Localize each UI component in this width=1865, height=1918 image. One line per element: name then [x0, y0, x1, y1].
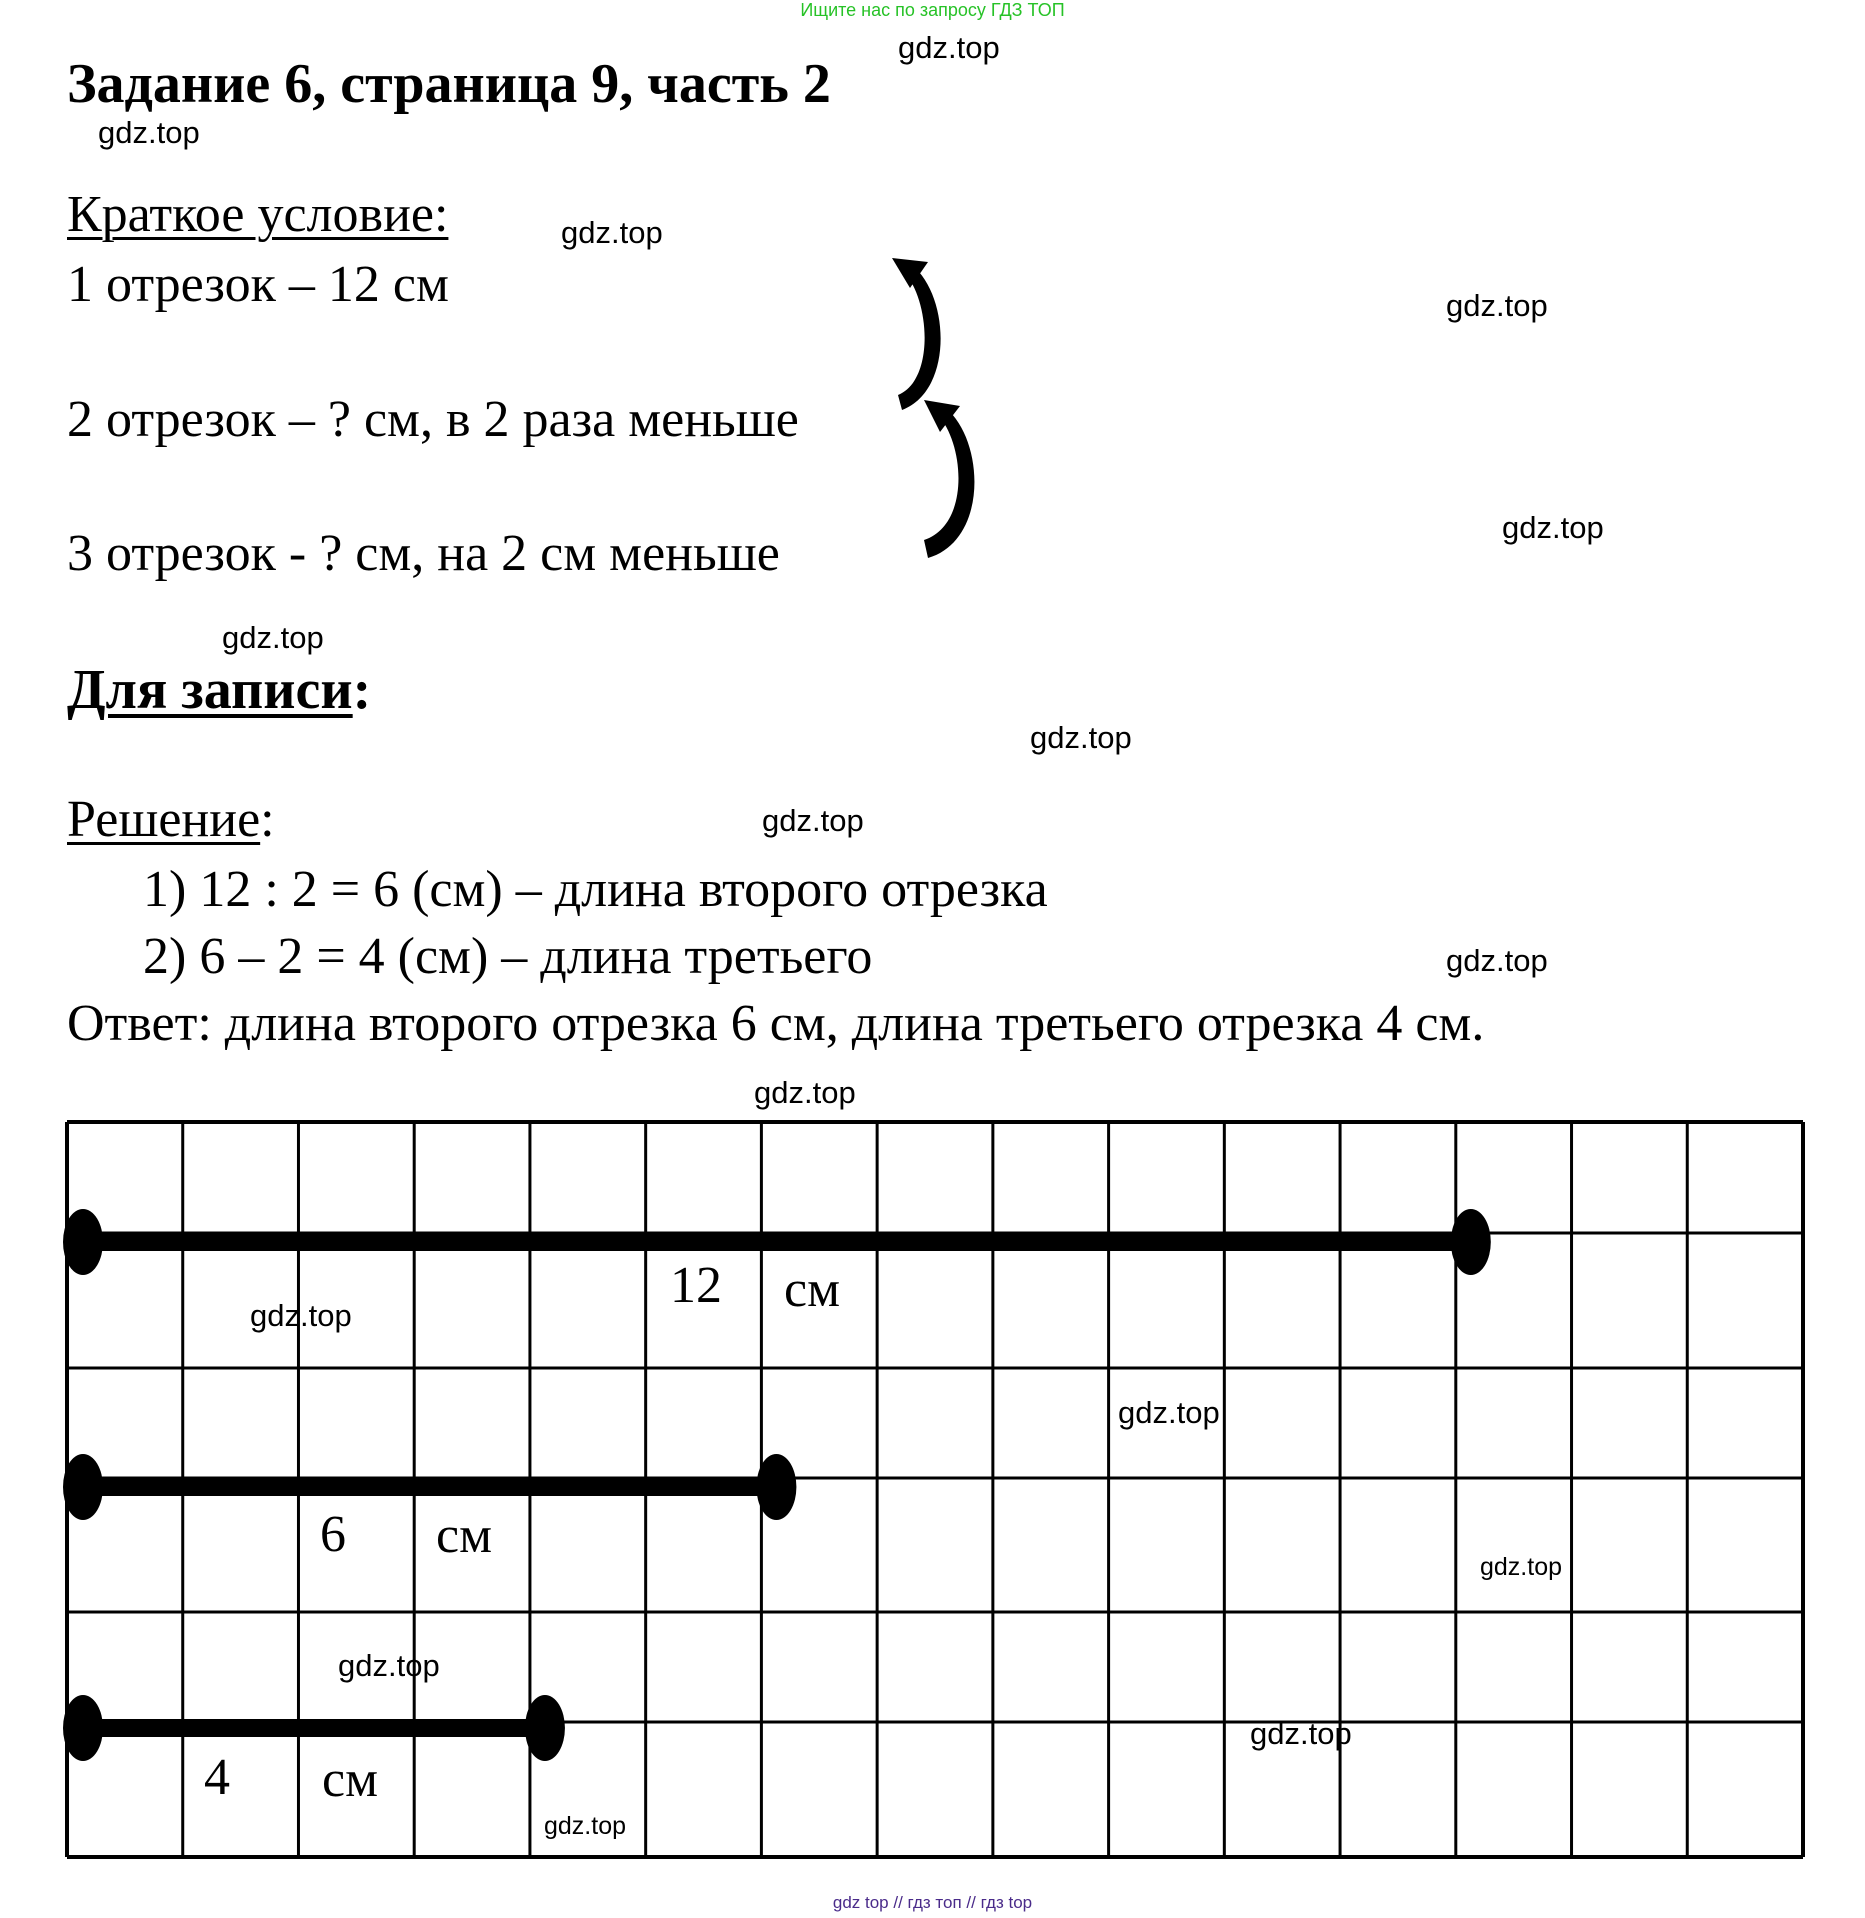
- solution-step-2: 2) 6 – 2 = 4 (см) – длина третьего: [143, 928, 873, 985]
- watermark: gdz.top: [1446, 943, 1548, 978]
- watermark: gdz.top: [222, 620, 324, 655]
- watermark: gdz.top: [1250, 1716, 1352, 1751]
- footer-item-1: gdz top: [832, 1893, 889, 1912]
- condition-line-3: 3 отрезок - ? см, на 2 см меньше: [67, 525, 780, 582]
- segment-endpoint: [525, 1695, 565, 1761]
- record-colon: :: [352, 659, 372, 721]
- footer-item-3: гдз top: [980, 1893, 1033, 1912]
- page-title: Задание 6, страница 9, часть 2: [67, 53, 831, 115]
- footer-separator: //: [966, 1893, 976, 1912]
- watermark: gdz.top: [1030, 720, 1132, 755]
- condition-heading: Краткое условие:: [67, 186, 449, 243]
- watermark: gdz.top: [544, 1812, 627, 1840]
- watermark: gdz.top: [98, 115, 200, 150]
- segment-3-number: 4: [204, 1749, 230, 1806]
- watermark: gdz.top: [338, 1648, 440, 1683]
- segment-endpoint: [756, 1454, 796, 1520]
- top-banner: Ищите нас по запросу ГДЗ ТОП: [800, 0, 1065, 20]
- watermark: gdz.top: [1502, 510, 1604, 545]
- watermark: gdz.top: [250, 1298, 352, 1333]
- watermark: gdz.top: [561, 215, 663, 250]
- footer-separator: //: [893, 1893, 903, 1912]
- watermark: gdz.top: [1480, 1553, 1563, 1581]
- footer-watermark: [0, 1893, 1865, 1913]
- watermark: gdz.top: [762, 803, 864, 838]
- footer-item-2: гдз топ: [907, 1893, 962, 1912]
- segment-2-unit: см: [436, 1507, 492, 1564]
- record-heading-text: Для записи: [67, 659, 353, 721]
- watermark: gdz.top: [1446, 288, 1548, 323]
- segment-endpoint: [63, 1695, 103, 1761]
- segment-1-number: 12: [670, 1257, 722, 1314]
- solution-heading-text: Решение: [67, 791, 261, 848]
- condition-line-2: 2 отрезок – ? см, в 2 раза меньше: [67, 391, 799, 448]
- watermark: gdz.top: [754, 1075, 856, 1110]
- segment-endpoint: [63, 1454, 103, 1520]
- segment-endpoint: [63, 1209, 103, 1275]
- answer-line: Ответ: длина второго отрезка 6 см, длина третьего отрезка 4 см.: [67, 995, 1485, 1052]
- segment-endpoint: [1451, 1209, 1491, 1275]
- condition-line-1: 1 отрезок – 12 см: [67, 256, 449, 313]
- segment-1-unit: см: [784, 1261, 840, 1318]
- segment-3-unit: см: [322, 1751, 378, 1808]
- solution-colon: :: [260, 791, 275, 848]
- segment-2-number: 6: [320, 1506, 346, 1563]
- watermark: gdz.top: [1118, 1395, 1220, 1430]
- solution-step-1: 1) 12 : 2 = 6 (см) – длина второго отрезка: [143, 861, 1048, 918]
- watermark: gdz.top: [898, 30, 1000, 65]
